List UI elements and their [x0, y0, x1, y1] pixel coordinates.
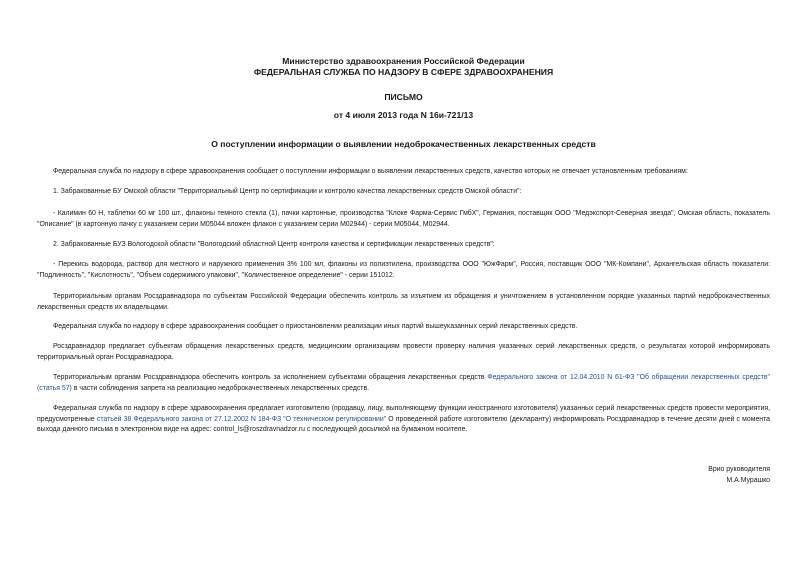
service-name: ФЕДЕРАЛЬНАЯ СЛУЖБА ПО НАДЗОРУ В СФЕРЕ ЗДРАВООХРАНЕНИЯ — [253, 67, 554, 77]
document-header — [0, 56, 807, 78]
paragraph-omsk-item: - Калимин 60 Н, таблетки 60 мг 100 шт., флаконы темного стекла (1), пачки картонные, производства "Клоке Фарма-Сервис ГмбХ", Германия, поставщик ООО "Медэкспорт-Северная звезда", Омская область, показатель "Описание" (в картонную пачку с указанием серии М05044 вложен флакон с указанием серии М02944) - серии М05044, М02944. — [37, 210, 770, 228]
paragraph-manufacturer-text-a: Федеральная служба по надзору в сфере здравоохранения предлагает изготовителю (продавцу, лицу, выполняющему функции иностранного изготовителя) указанных серий лекарственных средств провести мероприятия, предусмотренные — [37, 405, 770, 423]
paragraph-law-control-text-c: в части соблюдения запрета на реализацию недоброкачественных лекарственных средств. — [71, 384, 370, 392]
document-type: ПИСЬМО — [384, 92, 423, 102]
paragraph-law-control-text-a: Территориальным органам Росздравнадзора обеспечить контроль за исполнением субъектами обращения лекарственных средств — [53, 374, 488, 381]
paragraph-manufacturer — [37, 404, 770, 436]
signature-block — [708, 464, 770, 486]
article-57-link[interactable]: (статья 57) — [37, 384, 72, 392]
article-38-link[interactable]: статьей 38 Федерального закона от 27.12.2002 N 184-ФЗ "О техническом регулировании" — [96, 415, 387, 423]
signatory-name: М.А.Мурашко — [726, 477, 770, 484]
paragraph-law-control — [37, 373, 770, 394]
document-title: О поступлении информации о выявлении недоброкачественных лекарственных средств — [211, 139, 596, 149]
signatory-position: Врио руководителя — [708, 466, 770, 473]
ministry-name: Министерство здравоохранения Российской Федерации — [282, 56, 525, 66]
paragraph-verification: Росздравнадзор предлагает субъектам обращения лекарственных средств, медицинским организациям провести проверку наличия указанных серий лекарственных средств, о результатах которой информировать территориальный орган Росздравнадзора. — [37, 343, 770, 361]
document-date-number: от 4 июля 2013 года N 16и-721/13 — [333, 110, 474, 120]
paragraph-omsk-heading: 1. Забракованные БУ Омской области "Территориальный Центр по сертификации и контролю качества лекарственных средств Омской области": — [53, 188, 522, 195]
paragraph-territorial-control: Территориальным органам Росздравнадзора по субъектам Российской Федерации обеспечить контроль за изъятием из обращения и уничтожением в установленном порядке указанных партий недоброкачественных лекарственных средств их владельцами. — [37, 293, 770, 311]
paragraph-suspension: Федеральная служба по надзору в сфере здравоохранения сообщает о приостановлении реализации иных партий вышеуказанных серий лекарственных средств. — [53, 323, 578, 330]
paragraph-manufacturer-text-b: О проведенной работе изготовителю (декларанту) информировать Росздравнадзор в течение десяти дней с момента выхода данного письма в электронном виде на адрес: control_ls@roszdravnadzor.ru с последующей досылкой на бумажном носителе. — [37, 415, 770, 434]
paragraph-vologda-item: - Перекись водорода, раствор для местного и наружного применения 3% 100 мл, флаконы из полиэтилена, производства ООО "ЮжФарм", Россия, поставщик ООО "МК-Компани", Архангельская область показатели: "Подлинность", "Кислотность", "Объем содержимого упаковки", "Количественное определение" - серии 151012. — [37, 261, 770, 279]
paragraph-intro: Федеральная служба по надзору в сфере здравоохранения сообщает о поступлении информации о выявлении лекарственных средств, качество которых не отвечает установленным требованиям: — [53, 168, 688, 175]
paragraph-vologda-heading: 2. Забракованные БУЗ Вологодской области "Вологодский областной Центр контроля качества и сертификации лекарственных средств": — [53, 241, 495, 248]
law-61-fz-link[interactable]: Федерального закона от 12.04.2010 N 61-ФЗ "Об обращении лекарственных средств" — [487, 374, 770, 381]
